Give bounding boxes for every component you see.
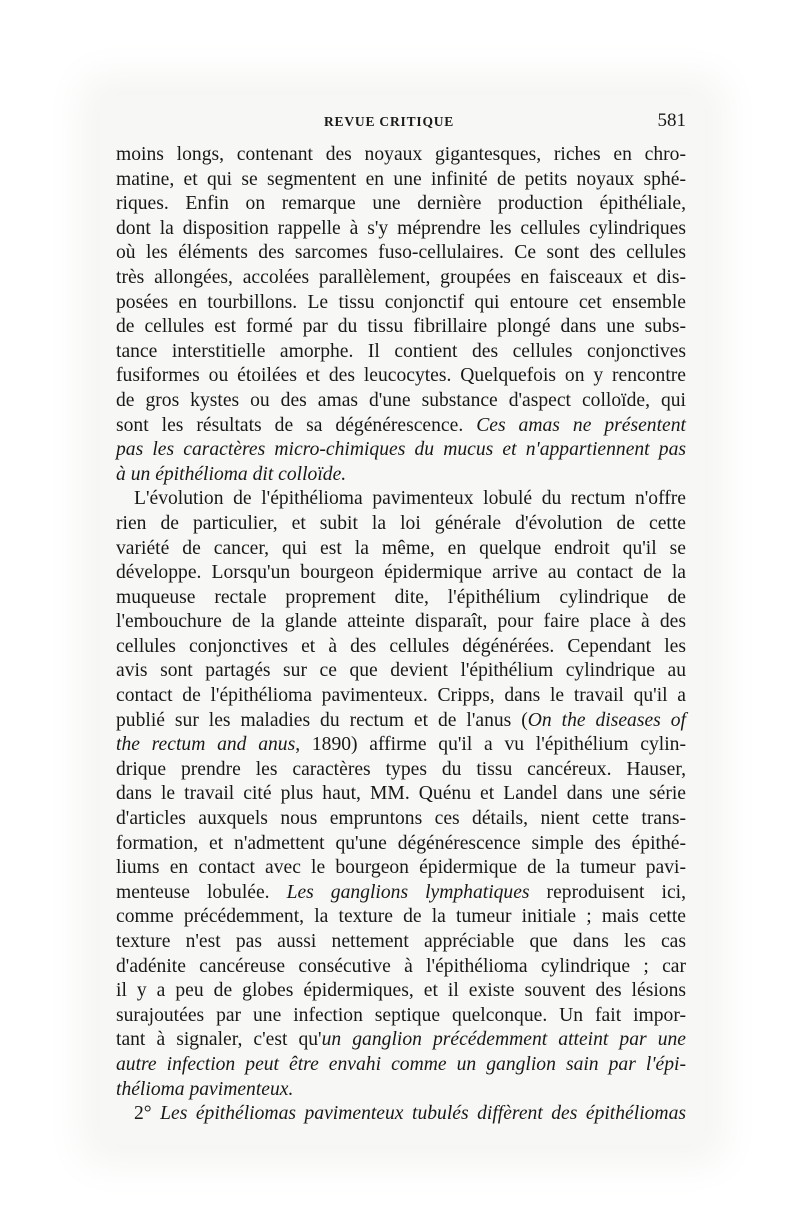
roman-segment: menteuse lobulée.	[116, 881, 287, 903]
text-line: avis sont partagés sur ce que devient l'épithélium cylindrique au	[116, 660, 686, 682]
text-line: dans le travail cité plus haut, MM. Quénu et Landel dans une série	[116, 783, 686, 805]
text-line: formation, et n'admettent qu'une dégénérescence simple des épithé-	[116, 832, 686, 854]
italic-segment: autre infection peut être envahi comme un ganglion sain par l'épi-	[116, 1053, 686, 1075]
roman-segment: , 1890) affirme qu'il a vu l'épithélium cylin-	[295, 734, 686, 756]
text-line: de gros kystes ou des amas d'une substance d'aspect colloïde, qui	[116, 389, 686, 411]
text-line: fusiformes ou étoilées et des leucocytes. Quelquefois on y rencontre	[116, 365, 686, 387]
text-line: L'évolution de l'épithélioma pavimenteux lobulé du rectum n'offre	[134, 488, 686, 510]
roman-segment: 2°	[134, 1103, 161, 1125]
italic-segment: the rectum and anus	[116, 734, 296, 756]
text-line	[116, 881, 686, 906]
text-line: muqueuse rectale proprement dite, l'épithélium cylindrique de	[116, 586, 686, 608]
text-line: d'articles auxquels nous empruntons ces détails, nient cette trans-	[116, 808, 686, 830]
text-line: tance interstitielle amorphe. Il contient des cellules conjonctives	[116, 340, 686, 362]
body-text	[116, 143, 686, 1127]
text-line	[116, 438, 686, 463]
italic-segment: pas les caractères micro-chimiques du mucus et n'appartiennent pas	[116, 439, 686, 461]
text-line	[116, 1078, 686, 1103]
text-line: d'adénite cancéreuse consécutive à l'épithélioma cylindrique ; car	[116, 955, 686, 977]
text-line: où les éléments des sarcomes fuso-cellulaires. Ce sont des cellules	[116, 242, 686, 264]
text-line: rien de particulier, et subit la loi générale d'évolution de cette	[116, 512, 686, 534]
roman-segment: publié sur les maladies du rectum et de l'anus (	[116, 709, 528, 731]
page-number: 581	[657, 110, 686, 131]
text-line: il y a peu de globes épidermiques, et il existe souvent des lésions	[116, 980, 686, 1002]
running-title: REVUE CRITIQUE	[324, 114, 455, 129]
text-line: surajoutées par une infection septique quelconque. Un fait impor-	[116, 1004, 686, 1026]
text-line	[116, 414, 686, 439]
text-line: développe. Lorsqu'un bourgeon épidermique arrive au contact de la	[116, 562, 686, 584]
text-line: moins longs, contenant des noyaux gigantesques, riches en chro-	[116, 144, 686, 165]
text-line: variété de cancer, qui est la même, en quelque endroit qu'il se	[116, 537, 686, 559]
text-line	[116, 1028, 686, 1053]
text-line: riques. Enfin on remarque une dernière production épithéliale,	[116, 193, 686, 215]
text-line: drique prendre les caractères types du tissu cancéreux. Hauser,	[116, 758, 686, 780]
roman-segment: reproduisent ici,	[529, 881, 686, 903]
text-line	[116, 463, 686, 488]
text-line: texture n'est pas aussi nettement appréciable que dans les cas	[116, 931, 686, 952]
text-line: liums en contact avec le bourgeon épidermique de la tumeur pavi-	[116, 857, 686, 879]
roman-segment: sont les résultats de sa dégénérescence.	[116, 414, 477, 436]
text-line: matine, et qui se segmentent en une infinité de petits noyaux sphé-	[116, 168, 686, 190]
text-line: comme précédemment, la texture de la tumeur initiale ; mais cette	[116, 906, 686, 928]
text-line: posées en tourbillons. Le tissu conjonctif qui entoure cet ensemble	[116, 291, 686, 313]
italic-segment: Les ganglions lymphatiques	[286, 881, 530, 903]
text-line: contact de l'épithélioma pavimenteux. Cripps, dans le travail qu'il a	[116, 685, 686, 707]
roman-segment: tant à signaler, c'est qu'	[116, 1029, 322, 1051]
text-line: cellules conjonctives et à des cellules dégénérées. Cependant les	[116, 635, 686, 657]
text-line: très allongées, accolées parallèlement, groupées en faisceaux et dis-	[116, 266, 686, 288]
text-line	[116, 1102, 686, 1127]
italic-segment: Ces amas ne présentent	[476, 414, 686, 436]
text-line: l'embouchure de la glande atteinte disparaît, pour faire place à des	[116, 611, 686, 633]
italic-segment: un ganglion précédemment atteint par une	[321, 1029, 686, 1051]
page-header	[114, 110, 686, 134]
text-line	[116, 1053, 686, 1078]
text-line	[116, 709, 686, 734]
text-line	[116, 733, 686, 758]
italic-segment: On the diseases of	[527, 709, 686, 731]
text-line: dont la disposition rappelle à s'y méprendre les cellules cylindriques	[116, 217, 686, 239]
italic-segment: thélioma pavimenteux.	[116, 1078, 294, 1100]
italic-segment: à un épithélioma dit colloïde.	[116, 463, 347, 485]
italic-segment: Les épithéliomas pavimenteux tubulés diffèrent des épithéliomas	[160, 1103, 687, 1125]
text-line: de cellules est formé par du tissu fibrillaire plongé dans une subs-	[116, 316, 686, 338]
